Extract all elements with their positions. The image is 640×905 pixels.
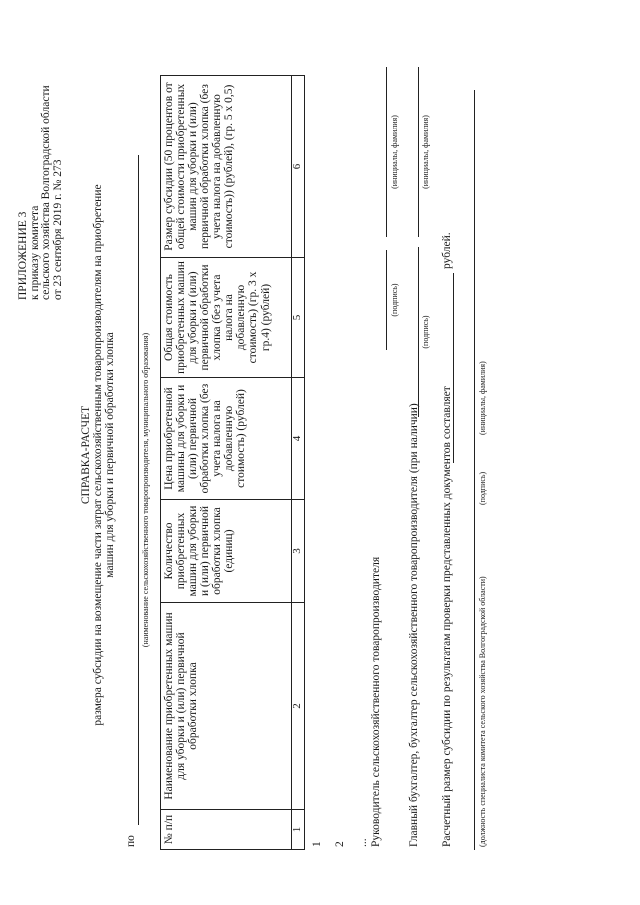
specialist-signature-line — [474, 90, 475, 850]
specialist-position-caption: (должность специалиста комитета сельского хозяйства Волгоградской области) — [478, 576, 487, 847]
column-number-4: 4 — [292, 378, 305, 500]
column-header-quantity: Количество приобретенных машин для уборки и (или) первичной обработки хлопка (единиц) — [161, 500, 292, 603]
column-number-2: 2 — [292, 603, 305, 810]
manager-name-caption: (инициалы, фамилия) — [390, 115, 399, 189]
specialist-signature-caption: (подпись) — [478, 471, 487, 505]
document-subtitle-2: машин для уборки и первичной обработки хлопка — [104, 332, 117, 578]
document-title-block — [80, 65, 116, 845]
calculated-amount-line — [453, 273, 454, 463]
row-number: ... — [357, 838, 369, 847]
accountant-label: Главный бухгалтер, бухгалтер сельскохозяйственного товаропроизводителя (при наличии) — [408, 403, 420, 847]
manager-label: Руководитель сельскохозяйственного товаропроизводителя — [370, 556, 382, 847]
subsidy-table — [160, 75, 305, 850]
row-numbers — [306, 838, 375, 847]
document-subtitle-1: размера субсидии на возмещение части затрат сельскохозяйственным товаропроизводителям на приобретение — [92, 184, 105, 726]
column-header-name: Наименование приобретенных машин для уборки и (или) первичной обработки хлопка — [161, 603, 292, 810]
recipient-line — [138, 155, 139, 825]
specialist-name-caption: (инициалы, фамилия) — [478, 361, 487, 435]
manager-name-line — [386, 67, 387, 237]
row-number: 2 — [334, 841, 346, 847]
appendix-title: ПРИЛОЖЕНИЕ 3 — [17, 211, 29, 300]
column-number-3: 3 — [292, 500, 305, 603]
manager-signature-caption: (подпись) — [390, 283, 399, 317]
recipient-caption: (наименование сельскохозяйственного товаропроизводителя, муниципального образования) — [141, 332, 150, 648]
accountant-signature-line — [418, 247, 419, 417]
column-number-6: 6 — [292, 76, 305, 258]
calculated-amount-unit: рублей. — [441, 232, 453, 269]
column-header-price: Цена приобретенной машины для уборки и (или) первичной обработки хлопка (без учета налога на добавленную стоимость) (рублей) — [161, 378, 292, 500]
appendix-line-2: сельского хозяйства Волгоградской области — [40, 85, 53, 300]
row-number: 1 — [311, 841, 323, 847]
column-number-1: 1 — [292, 810, 305, 850]
appendix-line-3: от 23 сентября 2019 г. № 273 — [52, 159, 65, 300]
column-header-subsidy: Размер субсидии (50 процентов от общей стоимости приобретенных машин для уборки и (или) первичной обработки хлопка (без учета налога на добавленную стоимость)) (рублей), (гр. 5 x 0,5) — [161, 76, 292, 258]
accountant-name-caption: (инициалы, фамилия) — [421, 115, 430, 189]
table-header-row — [161, 76, 292, 850]
column-header-number: № п/п — [161, 810, 292, 850]
calculated-amount-label: Расчетный размер субсидии по результатам проверки представленных документов составляет — [441, 386, 453, 847]
column-header-total-cost: Общая стоимость приобретенных машин для уборки и (или) первичной обработки хлопка (без учета налога на добавленную стоимость) (гр. 3 x гр.4) (рублей) — [161, 258, 292, 378]
manager-signature-line — [386, 250, 387, 350]
accountant-signature-caption: (подпись) — [421, 315, 430, 349]
recipient-label: по — [125, 835, 137, 847]
table-column-numbers-row — [292, 76, 305, 850]
appendix-block — [18, 20, 65, 300]
appendix-line-1: к приказу комитета — [28, 205, 41, 300]
accountant-name-line — [418, 67, 419, 237]
column-number-5: 5 — [292, 258, 305, 378]
document-title: СПРАВКА-РАСЧЕТ — [80, 405, 92, 505]
